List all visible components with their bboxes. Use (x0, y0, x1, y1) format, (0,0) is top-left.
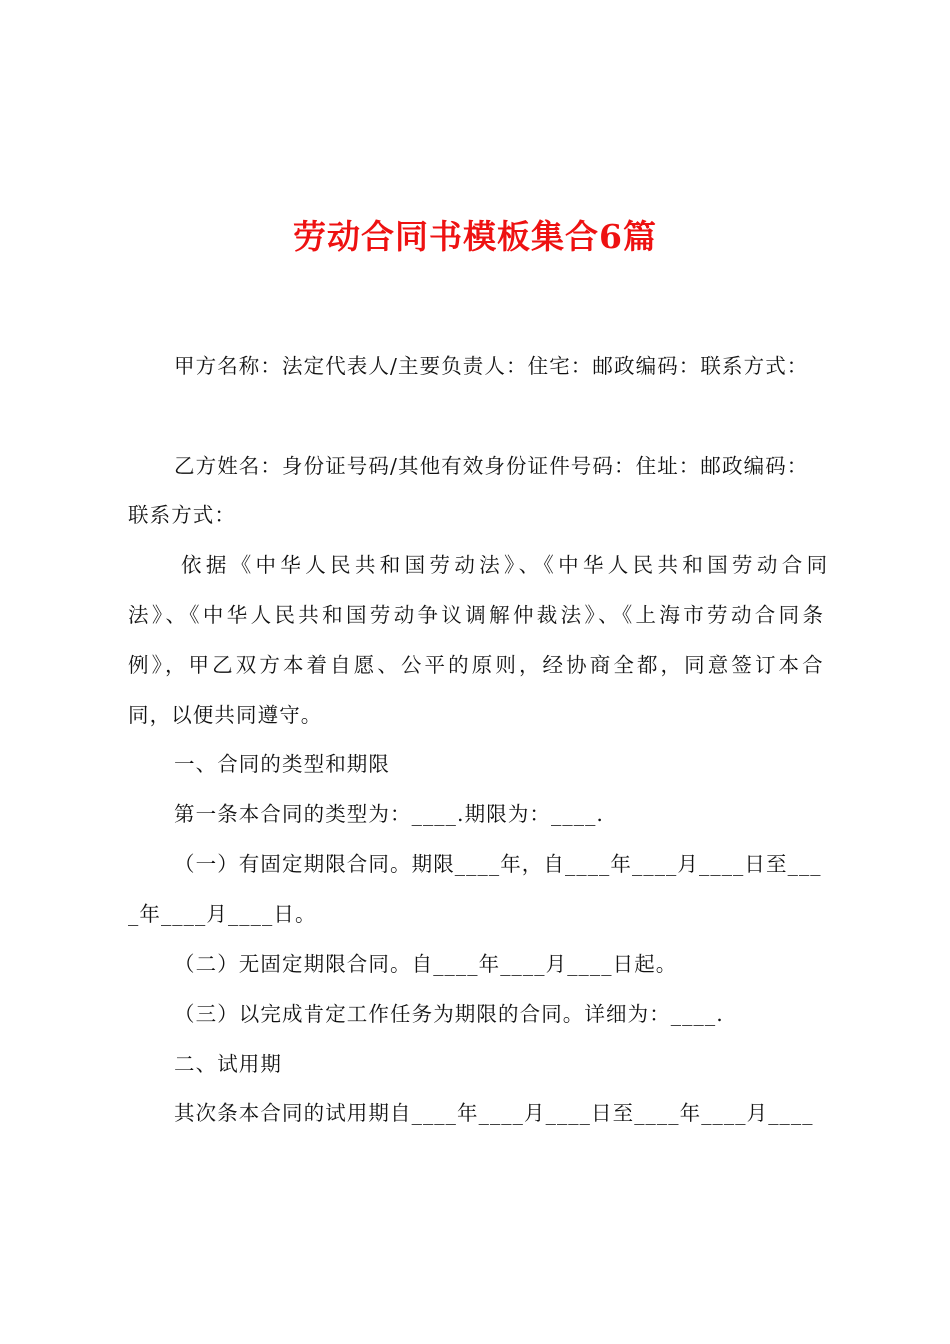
document-title: 劳动合同书模板集合6篇 (293, 217, 657, 256)
basis-paragraph-line-4: 同，以便共同遵守。 (128, 703, 323, 727)
clause-fixed-term-line-1: （一）有固定期限合同。期限____年，自____年____月____日至___ (174, 852, 822, 876)
clause-task-term: （三）以完成肯定工作任务为期限的合同。详细为：____. (174, 1002, 724, 1026)
clause-open-term: （二）无固定期限合同。自____年____月____日起。 (174, 952, 678, 976)
section-heading-type-term: 一、合同的类型和期限 (174, 752, 390, 776)
basis-paragraph-line-1: 依据《中华人民共和国劳动法》、《中华人民共和国劳动合同 (181, 553, 832, 577)
basis-paragraph-line-2: 法》、《中华人民共和国劳动争议调解仲裁法》、《上海市劳动合同条 (128, 603, 827, 627)
party-b-contact: 联系方式： (128, 503, 236, 527)
party-a-info: 甲方名称：法定代表人/主要负责人：住宅：邮政编码：联系方式： (174, 354, 809, 378)
party-b-info: 乙方姓名：身份证号码/其他有效身份证件号码：住址：邮政编码： (174, 454, 809, 478)
section-heading-probation: 二、试用期 (174, 1052, 282, 1076)
article-2-probation: 其次条本合同的试用期自____年____月____日至____年____月____ (174, 1101, 814, 1125)
basis-paragraph-line-3: 例》，甲乙双方本着自愿、公平的原则，经协商全都，同意签订本合 (128, 653, 826, 677)
clause-fixed-term-line-2: _年____月____日。 (128, 902, 317, 926)
article-1: 第一条本合同的类型为：____.期限为：____. (174, 802, 605, 826)
